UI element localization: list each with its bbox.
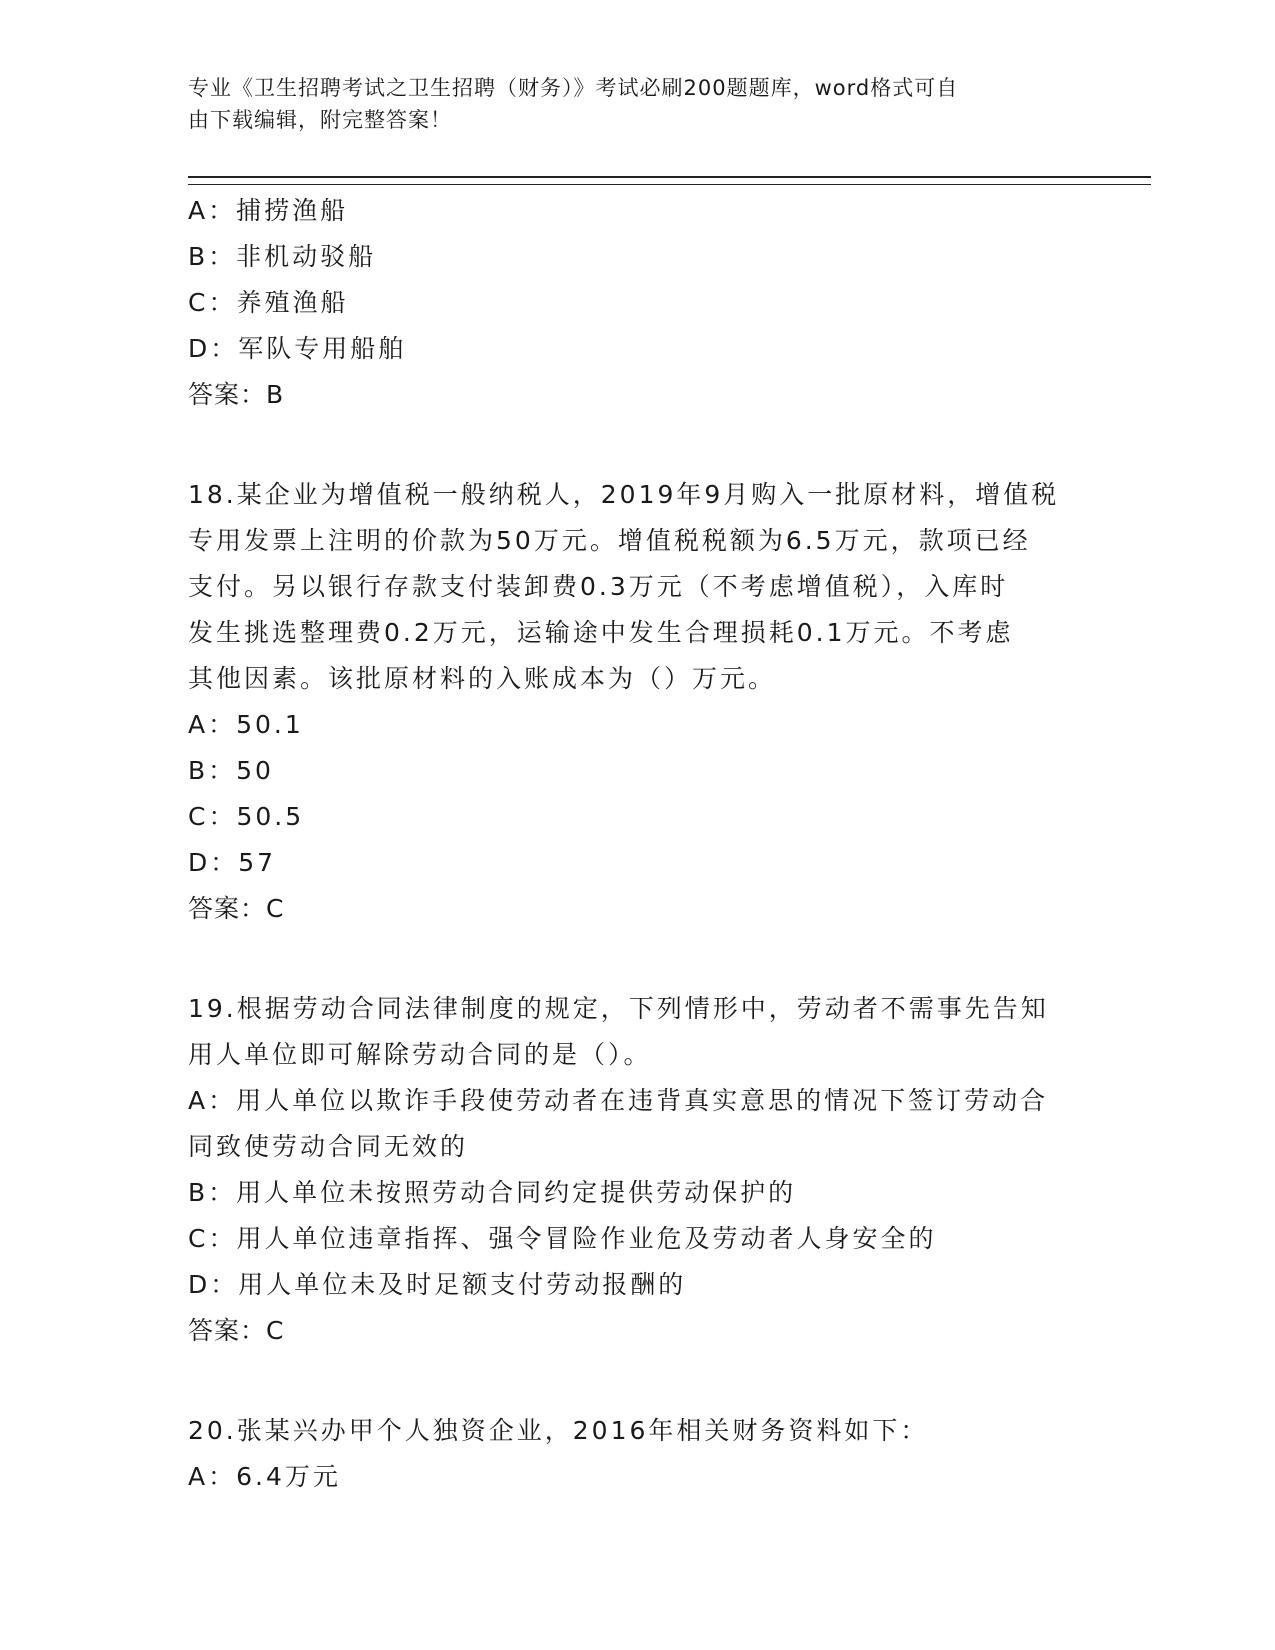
header-line-1: 专业《卫生招聘考试之卫生招聘（财务）》考试必刷200题题库，word格式可自 [188, 76, 959, 100]
option-d: D：军队专用船舶 [188, 334, 407, 363]
option-c: C：用人单位违章指挥、强令冒险作业危及劳动者人身安全的 [188, 1224, 937, 1253]
question-stem-line: 18.某企业为增值税一般纳税人，2019年9月购入一批原材料，增值税 [188, 480, 1060, 509]
option-a: A：6.4万元 [188, 1462, 341, 1491]
option-c: C：50.5 [188, 802, 305, 831]
answer: 答案：B [188, 380, 285, 409]
question-19 [188, 986, 1088, 1354]
document-header [188, 72, 1088, 136]
question-list [188, 188, 1088, 1500]
question-stem-line: 其他因素。该批原材料的入账成本为（）万元。 [188, 664, 777, 693]
question-17 [188, 188, 1088, 418]
option-b: B：用人单位未按照劳动合同约定提供劳动保护的 [188, 1178, 797, 1207]
option-b: B：非机动驳船 [188, 242, 377, 271]
option-a: A：用人单位以欺诈手段使劳动者在违背真实意思的情况下签订劳动合 [188, 1086, 1049, 1115]
question-18 [188, 472, 1088, 932]
answer: 答案：C [188, 1316, 285, 1345]
header-line-2: 由下载编辑，附完整答案！ [188, 108, 452, 132]
question-stem-line: 专用发票上注明的价款为50万元。增值税税额为6.5万元，款项已经 [188, 526, 1031, 555]
option-d: D：用人单位未及时足额支付劳动报酬的 [188, 1270, 687, 1299]
question-stem-line: 20.张某兴办甲个人独资企业，2016年相关财务资料如下： [188, 1416, 929, 1445]
header-divider [188, 176, 1151, 185]
option-c: C：养殖渔船 [188, 288, 349, 317]
option-b: B：50 [188, 756, 274, 785]
question-stem-line: 支付。另以银行存款支付装卸费0.3万元（不考虑增值税），入库时 [188, 572, 1009, 601]
option-a: A：捕捞渔船 [188, 196, 349, 225]
question-stem-line: 用人单位即可解除劳动合同的是（）。 [188, 1040, 652, 1069]
option-a-continued: 同致使劳动合同无效的 [188, 1132, 469, 1161]
option-a: A：50.1 [188, 710, 304, 739]
answer: 答案：C [188, 894, 285, 923]
question-stem-line: 发生挑选整理费0.2万元，运输途中发生合理损耗0.1万元。不考虑 [188, 618, 1014, 647]
option-d: D：57 [188, 848, 277, 877]
question-20 [188, 1408, 1088, 1500]
question-stem-line: 19.根据劳动合同法律制度的规定，下列情形中，劳动者不需事先告知 [188, 994, 1049, 1023]
